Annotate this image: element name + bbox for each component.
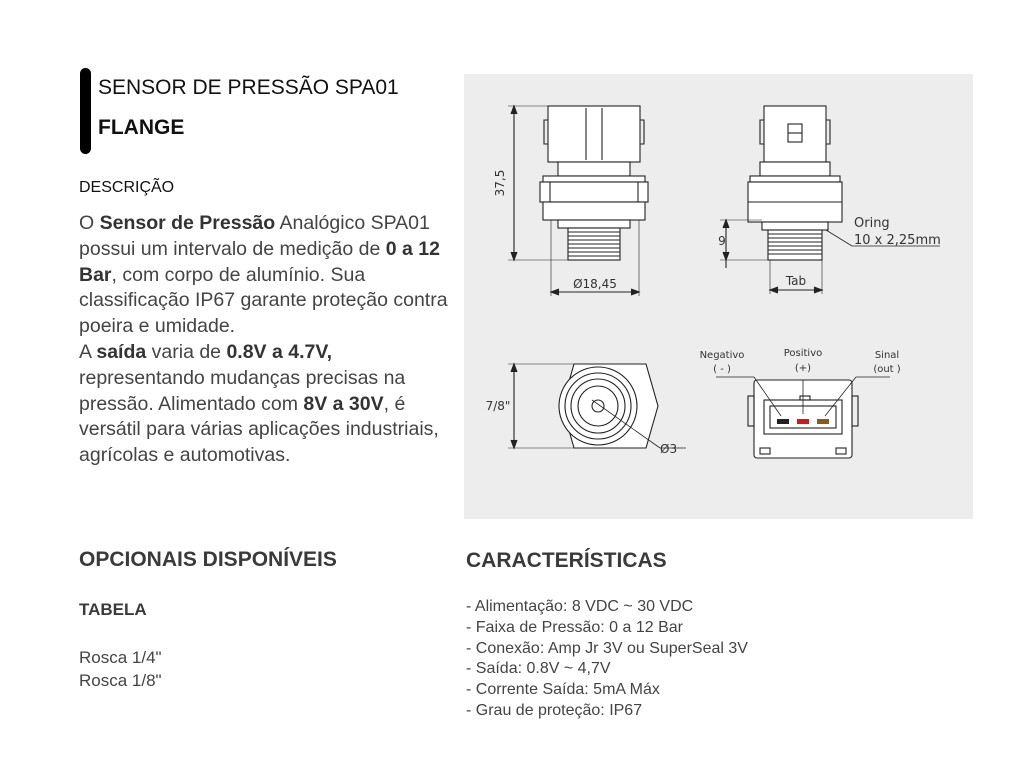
pin-negative-mark	[777, 419, 789, 424]
sensor-side-view	[748, 106, 842, 260]
pin-positive-symbol: (+)	[794, 363, 812, 374]
characteristics-list	[466, 597, 748, 722]
list-item: - Faixa de Pressão: 0 a 12 Bar	[466, 618, 683, 636]
technical-drawing-svg	[464, 74, 973, 519]
desc-bold: 8V a 30V	[303, 392, 384, 415]
dim-thread-label: 9	[718, 234, 726, 248]
pin-positive-label: Positivo	[783, 348, 823, 359]
connector-pinout	[716, 377, 890, 458]
list-item: - Alimentação: 8 VDC ~ 30 VDC	[466, 598, 694, 615]
description-paragraph-2	[79, 340, 451, 469]
oring-label: Oring	[854, 216, 890, 231]
pin-negative-label: Negativo	[699, 350, 745, 361]
optionals-list	[79, 646, 162, 692]
desc-bold: Sensor de Pressão	[99, 212, 276, 234]
title-accent-bar	[80, 68, 91, 154]
list-item: - Corrente Saída: 5mA Máx	[466, 681, 660, 699]
oring-size-label: 10 x 2,25mm	[854, 233, 941, 248]
list-item: Rosca 1/8"	[79, 671, 162, 690]
description-label: DESCRIÇÃO	[79, 179, 175, 196]
desc-text: A	[79, 340, 97, 363]
dim-diameter-label: Ø18,45	[573, 277, 617, 291]
optionals-heading: OPCIONAIS DISPONÍVEIS	[79, 548, 337, 571]
description-paragraph-1	[79, 211, 451, 340]
pin-positive-mark	[797, 419, 809, 424]
characteristics-heading: CARACTERÍSTICAS	[466, 549, 667, 572]
list-item: - Saída: 0.8V ~ 4,7V	[466, 660, 611, 678]
desc-text: O	[79, 212, 100, 234]
desc-bold: 0.8V a 4.7V,	[226, 340, 332, 363]
pin-signal-symbol: (out )	[873, 364, 901, 375]
pin-signal-label: Sinal	[874, 350, 900, 361]
desc-bold: saída	[96, 340, 147, 363]
dim-height-label: 37,5	[493, 169, 507, 197]
sensor-front-view	[540, 106, 648, 260]
desc-text: representando mudanças precisas na pressão. Alimentado com	[79, 366, 406, 415]
list-item: - Conexão: Amp Jr 3V ou SuperSeal 3V	[466, 639, 748, 657]
desc-text: varia de	[146, 340, 227, 363]
technical-drawing	[464, 74, 973, 519]
product-title: SENSOR DE PRESSÃO SPA01	[98, 76, 399, 99]
desc-bold: 0 a 12 Bar	[79, 237, 440, 286]
desc-text: Analógico SPA01 possui um intervalo de medição de	[79, 212, 430, 260]
table-label: TABELA	[79, 600, 147, 619]
desc-text: , com corpo de alumínio. Sua classificação IP67 garante proteção contra poeira e umidade.	[79, 263, 448, 338]
pin-negative-symbol: ( - )	[713, 364, 731, 375]
list-item: Rosca 1/4"	[79, 648, 162, 667]
hole-diameter-label: Ø3	[660, 442, 678, 456]
desc-text: , é versátil para várias aplicações industriais, agrícolas e automotivas.	[79, 392, 439, 467]
product-subtitle: FLANGE	[98, 116, 185, 139]
tab-label: Tab	[785, 274, 807, 288]
list-item: - Grau de proteção: IP67	[466, 701, 643, 719]
description-text	[79, 211, 451, 469]
sensor-hex-view	[559, 364, 686, 448]
pin-signal-mark	[817, 419, 829, 424]
hex-size-label: 7/8"	[485, 399, 511, 413]
